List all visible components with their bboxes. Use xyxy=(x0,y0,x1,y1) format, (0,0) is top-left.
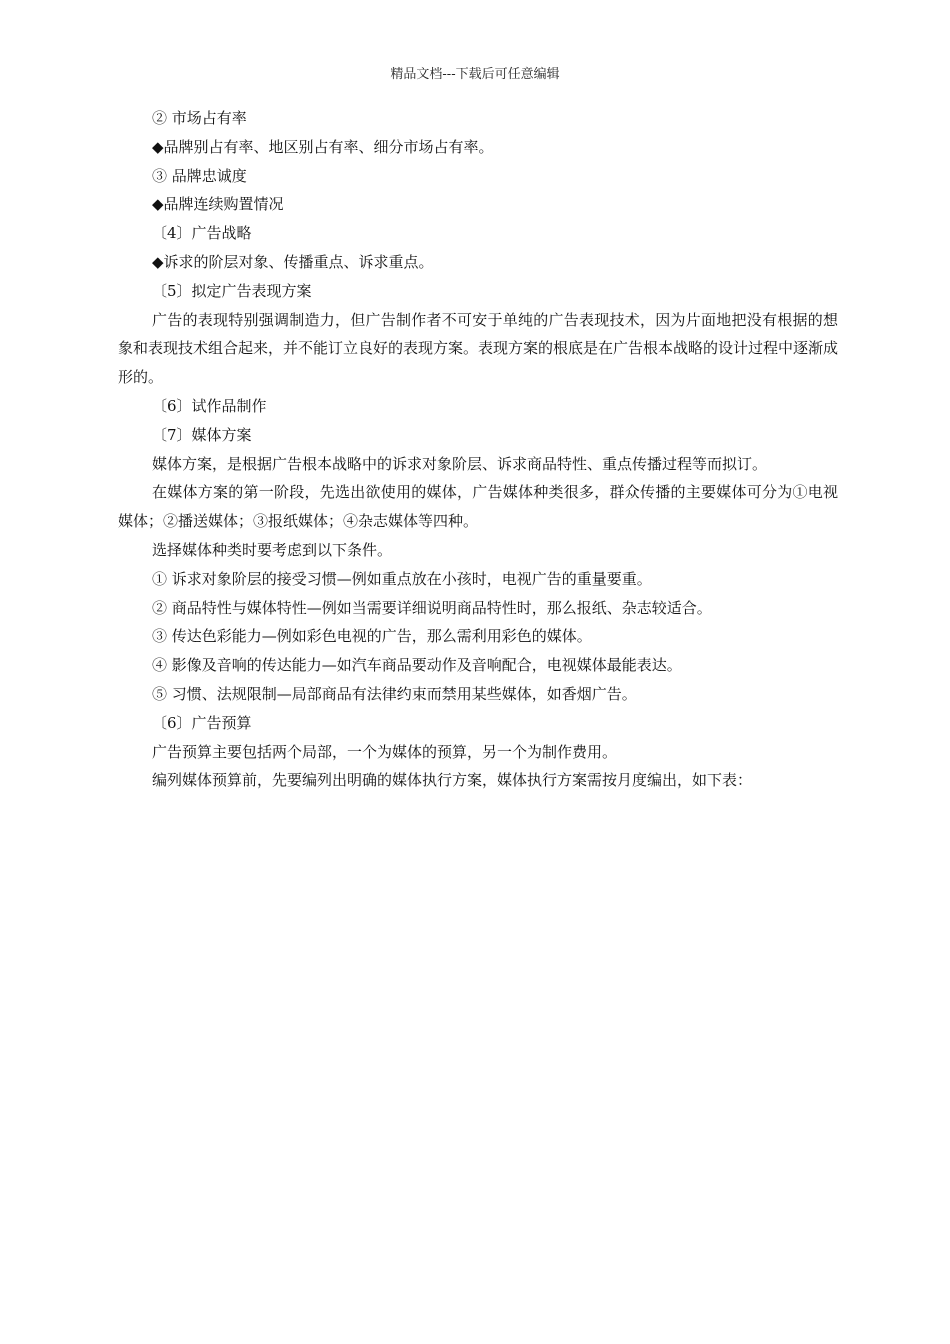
section-heading: 〔6〕试作品制作 xyxy=(152,396,267,415)
list-item: ⑤ 习惯、法规限制—局部商品有法律约束而禁用某些媒体，如香烟广告。 xyxy=(152,684,637,703)
paragraph: ◆品牌别占有率、地区别占有率、细分市场占有率。 xyxy=(152,137,494,156)
page-header: 精品文档---下载后可任意编辑 xyxy=(390,67,560,82)
document-body xyxy=(118,104,838,795)
paragraph: 广告的表现特别强调制造力，但广告制作者不可安于单纯的广告表现技术，因为片面地把没有根据的想象和表现技术组合起来，并不能订立良好的表现方案。表现方案的根底是在广告根本战略的设计过程中逐渐成形的。 xyxy=(118,310,839,387)
list-item: ④ 影像及音响的传达能力—如汽车商品要动作及音响配合，电视媒体最能表达。 xyxy=(152,656,682,675)
section-heading: 〔4〕广告战略 xyxy=(152,224,252,243)
paragraph: 媒体方案，是根据广告根本战略中的诉求对象阶层、诉求商品特性、重点传播过程等而拟订。 xyxy=(152,454,768,473)
paragraph: ③ 品牌忠诚度 xyxy=(152,166,247,185)
paragraph: ◆品牌连续购置情况 xyxy=(152,195,284,214)
section-heading: 〔7〕媒体方案 xyxy=(152,425,252,444)
paragraph: 广告预算主要包括两个局部，一个为媒体的预算，另一个为制作费用。 xyxy=(152,742,618,761)
section-heading: 〔6〕广告预算 xyxy=(152,713,252,732)
list-item: ③ 传达色彩能力—例如彩色电视的广告，那么需利用彩色的媒体。 xyxy=(152,627,592,646)
paragraph: 在媒体方案的第一阶段，先选出欲使用的媒体，广告媒体种类很多，群众传播的主要媒体可分为①电视媒体；②播送媒体；③报纸媒体；④杂志媒体等四种。 xyxy=(118,483,838,531)
paragraph: 选择媒体种类时要考虑到以下条件。 xyxy=(152,540,393,559)
paragraph: ◆诉求的阶层对象、传播重点、诉求重点。 xyxy=(152,252,434,271)
paragraph: 编列媒体预算前，先要编列出明确的媒体执行方案，媒体执行方案需按月度编出，如下表： xyxy=(152,771,753,790)
list-item: ① 诉求对象阶层的接受习惯—例如重点放在小孩时，电视广告的重量要重。 xyxy=(152,569,652,588)
list-item: ② 商品特性与媒体特性—例如当需要详细说明商品特性时，那么报纸、杂志较适合。 xyxy=(152,598,712,617)
paragraph: ② 市场占有率 xyxy=(152,109,247,127)
section-heading: 〔5〕拟定广告表现方案 xyxy=(152,281,312,300)
